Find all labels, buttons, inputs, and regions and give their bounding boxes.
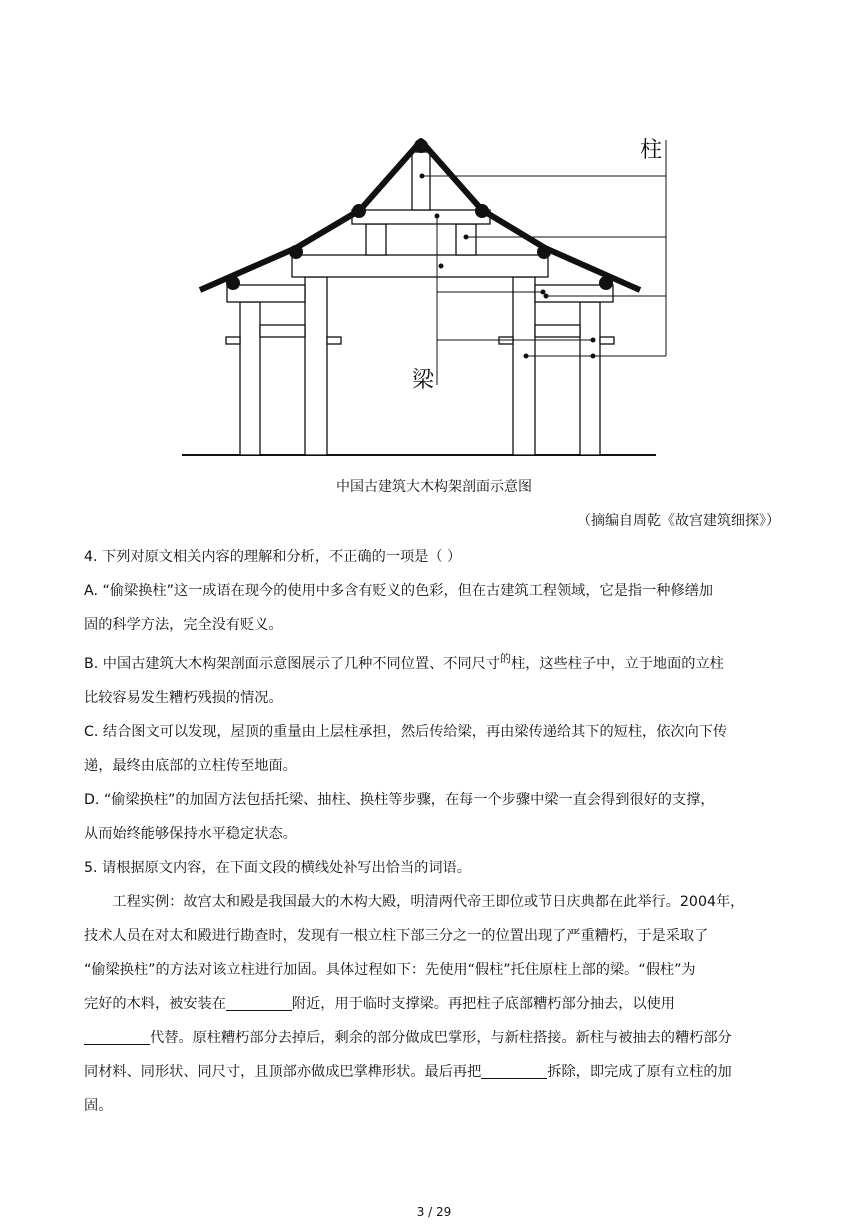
page-number: 3 / 29 (416, 1205, 452, 1219)
q5-paragraph-line7: 固。 (84, 1098, 113, 1114)
tie-beam-left (260, 325, 305, 337)
q4-option-a-line2: 固的科学方法，完全没有贬义。 (84, 617, 283, 633)
timber-frame-diagram (0, 0, 868, 480)
q5-paragraph-line2: 技术人员在对太和殿进行勘查时，发现有一根立柱下部三分之一的位置出现了严重糟朽，于是采取了 (84, 928, 709, 944)
q4-option-c-line2: 递，最终由底部的立柱传至地面。 (84, 758, 297, 774)
eave-beam-left (227, 285, 305, 302)
q4-option-d-line2: 从而始终能够保持水平稳定状态。 (84, 826, 297, 842)
q5-paragraph-line4: 完好的木料，被安装在 附近，用于临时支撑梁。再把柱子底部糟朽部分抽去，以使用 (84, 996, 675, 1012)
question-content (84, 540, 782, 1123)
q4-option-d-line1: D. “偷梁换柱”的加固方法包括托梁、抽柱、换柱等步骤，在每一个步骤中梁一直会得到很好的支撑， (84, 792, 715, 808)
q5-paragraph-line1: 工程实例：故宫太和殿是我国最大的木构大殿，明清两代帝王即位或节日庆典都在此举行。2004年， (112, 894, 745, 910)
source-citation: （摘编自周乾《故宫建筑细探》） (577, 513, 780, 529)
diagram-caption: 中国古建筑大木构架剖面示意图 (336, 479, 532, 495)
outer-column-right (580, 302, 600, 455)
q4-option-a-line1: A. “偷梁换柱”这一成语在现今的使用中多含有贬义的色彩，但在古建筑工程领域，它是指一种修缮加 (84, 583, 714, 599)
q5-stem: 5. 请根据原文内容，在下面文段的横线处补写出恰当的词语。 (84, 860, 471, 876)
inner-column-left (305, 277, 327, 455)
q4-stem: 4. 下列对原文相关内容的理解和分析，不正确的一项是（ ） (84, 549, 462, 565)
q4-option-c-line1: C. 结合图文可以发现，屋顶的重量由上层柱承担，然后传给梁，再由梁传递给其下的短柱，依次向下传 (84, 724, 728, 740)
answer-blank-2[interactable] (84, 1028, 150, 1045)
main-beam (292, 255, 548, 277)
q5-paragraph-line3: “偷梁换柱”的方法对该立柱进行加固。具体过程如下：先使用“假柱”托住原柱上部的梁。“假柱”为 (84, 962, 696, 978)
king-post (412, 152, 430, 210)
q4-option-b-line2: 比较容易发生糟朽残损的情况。 (84, 690, 283, 706)
upper-beam (352, 210, 490, 224)
label-zhu: 柱 (640, 138, 663, 163)
q5-paragraph-line6: 同材料、同形状、同尺寸，且顶部亦做成巴掌榫形状。最后再把 拆除，即完成了原有立柱的加 (84, 1064, 732, 1080)
tie-beam-right (535, 325, 580, 337)
q5-paragraph-line5: 代替。原柱糟朽部分去掉后，剩余的部分做成巴掌形，与新柱搭接。新柱与被抽去的糟朽部分 (84, 1021, 782, 1055)
outer-column-left (240, 302, 260, 455)
short-column-left (366, 224, 386, 255)
label-liang: 梁 (412, 368, 435, 393)
answer-blank-3[interactable] (481, 1062, 547, 1079)
q4-option-b-line1: B. 中国古建筑大木构架剖面示意图展示了几种不同位置、不同尺寸$^的$柱，这些柱子中，立于地面的立柱 (84, 652, 724, 672)
inner-column-right (513, 277, 535, 455)
answer-blank-1[interactable] (226, 994, 292, 1011)
